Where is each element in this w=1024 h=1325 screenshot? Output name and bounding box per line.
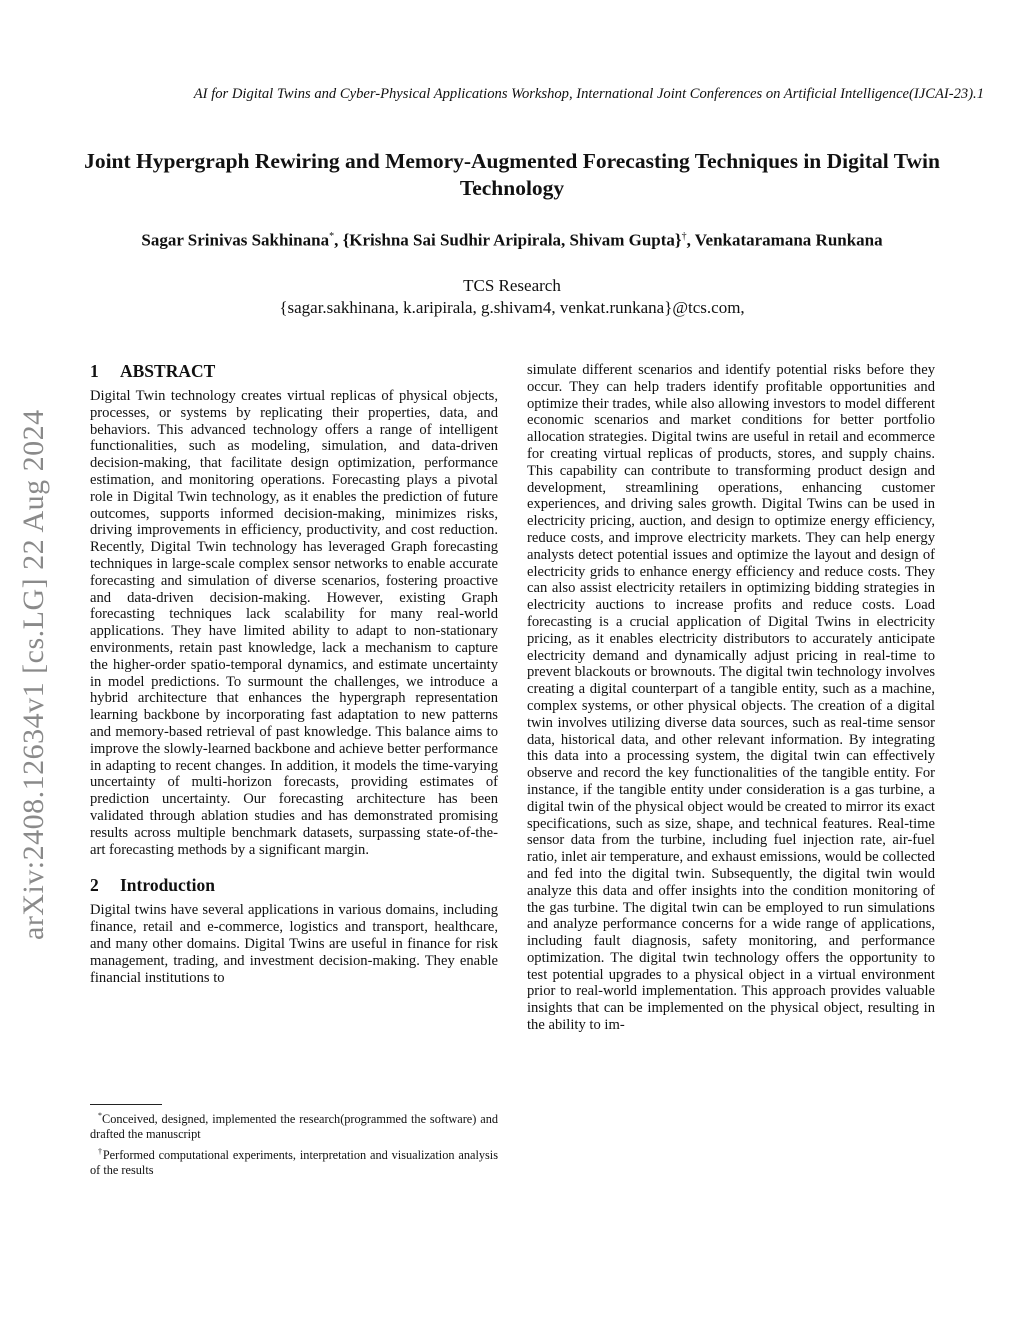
footnote-mark: † — [98, 1147, 103, 1157]
abstract-heading — [90, 360, 498, 382]
emails: {sagar.sakhinana, k.aripirala, g.shivam4, venkat.runkana}@tcs.com, — [279, 298, 745, 317]
footnote — [90, 1108, 498, 1142]
page-number: 1 — [976, 86, 984, 102]
arxiv-stamp: arXiv:2408.12634v1 [cs.LG] 22 Aug 2024 — [17, 409, 50, 940]
author-list — [62, 226, 962, 251]
introduction-number: 2 — [90, 875, 99, 896]
footnote-text: Conceived, designed, implemented the research(programmed the software) and drafted the manuscript — [90, 1112, 498, 1142]
paper-title: Joint Hypergraph Rewiring and Memory-Augmented Forecasting Techniques in Digital Twin Technology — [84, 149, 940, 200]
right-column — [527, 362, 935, 1034]
affiliation: TCS Research — [463, 276, 561, 295]
introduction-text-left: Digital twins have several applications in various domains, including finance, retail and e-commerce, logistics and transport, healthcare, and many other domains. Digital Twins are useful in finance for risk management, trading, and investment decision-making. They enable financial institutions to — [90, 902, 498, 986]
author-group-open: , { — [334, 230, 350, 250]
author-last: , Venkataramana Runkana — [686, 230, 883, 250]
author-first: Sagar Srinivas Sakhinana — [141, 230, 330, 250]
author-group-close: } — [674, 230, 682, 250]
venue-text: AI for Digital Twins and Cyber-Physical Applications Workshop, International Joint Conferences on Artificial Intelligence(IJCAI-23). — [193, 86, 977, 102]
introduction-text-right: simulate different scenarios and identify potential risks before they occur. They can help traders identify profitable opportunities and optimize their trades, while also allowing investors to model different economic scenarios and market conditions for better portfolio allocation strategies. Digital twins are useful in retail and ecommerce for creating virtual replicas of products, stores, and supply chains. This capability can contribute to transforming product design and development, streamlining operations, enhancing customer experiences, and driving sales growth. Digital Twins can be used in electricity pricing, auction, and design to optimize energy efficiency, reduce costs, and improve electricity markets. They can help energy analysts detect potential issues and optimize the layout and design of electricity grids to enhance energy efficiency and reduce costs. They can also assist electricity retailers in optimizing bidding strategies in electricity auctions to increase profits and reduce costs. Load forecasting is a crucial application of Digital Twins in electricity pricing, as it enables electricity distributors to accurately anticipate electricity demand and dynamically adjust pricing in real-time to prevent blackouts or brownouts. The digital twin technology involves creating a digital counterpart of a tangible entity, such as a machine, complex systems, or other physical objects. The creation of a digital twin involves utilizing diverse data sources, such as real-time sensor data, historical data, and other relevant information. By integrating this data into a processing system, the digital twin can effectively observe and record the key functionalities of the tangible entity. For instance, if the tangible entity under consideration is a gas turbine, a digital twin of the physical object would be created to mirror its exact specifications, such as size, shape, and technical features. Real-time sensor data from the turbine, including fuel injection rate, air-fuel ratio, inlet air temperature, and exhaust emissions, would be collected and fed into the digital twin. Subsequently, the digital twin would analyze this data and offer insights into the condition monitoring of the gas turbine. The digital twin can be employed to run simulations and analyze performance concerns for a wide range of applications, including fault diagnosis, safety monitoring, and performance optimization. The digital twin technology offers the opportunity to test potential upgrades to a physical object in a virtual environment prior to real-world implementation. This approach provides valuable insights that can be implemented on the physical object, resulting in the ability to im- — [527, 362, 935, 1034]
footnote-text: Performed computational experiments, interpretation and visualization analysis of the results — [90, 1148, 498, 1178]
footnote — [90, 1144, 498, 1178]
author-group: Krishna Sai Sudhir Aripirala, Shivam Gupta — [349, 230, 675, 250]
footnote-rule — [90, 1104, 162, 1105]
left-column — [90, 360, 498, 986]
author-first-mark: * — [329, 231, 335, 242]
footnote-mark: * — [98, 1111, 102, 1120]
author-group-mark: † — [681, 231, 687, 242]
abstract-title: ABSTRACT — [120, 361, 216, 381]
introduction-heading — [90, 874, 498, 896]
abstract-number: 1 — [90, 361, 99, 381]
running-header — [60, 86, 984, 103]
abstract-text: Digital Twin technology creates virtual replicas of physical objects, processes, or systems by replicating their properties, data, and behaviors. This advanced technology offers a range of intelligent functionalities, such as modeling, simulation, and data-driven decision-making, that facilitate design optimization, performance estimation, and monitoring operations. Forecasting plays a pivotal role in Digital Twin technology, as it enables the prediction of future outcomes, supports informed decision-making, minimizes risks, driving improvements in efficiency, productivity, and cost reduction. Recently, Digital Twin technology has leveraged Graph forecasting techniques in large-scale complex sensor networks to enable accurate forecasting and simulation of diverse scenarios, fostering proactive and data-driven decision-making. However, existing Graph forecasting techniques lack scalability for many real-world applications. They have limited ability to adapt to non-stationary environments, retain past knowledge, lack a mechanism to capture the higher-order spatio-temporal dynamics, and estimate uncertainty in model predictions. To surmount the challenges, we introduce a hybrid architecture that enhances the hypergraph representation learning backbone by incorporating fast adaptation to new patterns and memory-based retrieval of past knowledge. This balance aims to improve the slowly-learned backbone and achieve better performance in adapting to recent changes. In addition, it models the time-varying uncertainty of multi-horizon forecasts, providing estimates of prediction uncertainty. Our forecasting architecture has been validated through ablation studies and has demonstrated promising results across multiple benchmark datasets, surpassing state-of-the-art forecasting methods by a significant margin. — [90, 388, 498, 858]
affiliation-block — [62, 275, 962, 319]
introduction-title: Introduction — [120, 875, 215, 896]
footnotes — [90, 1108, 498, 1180]
